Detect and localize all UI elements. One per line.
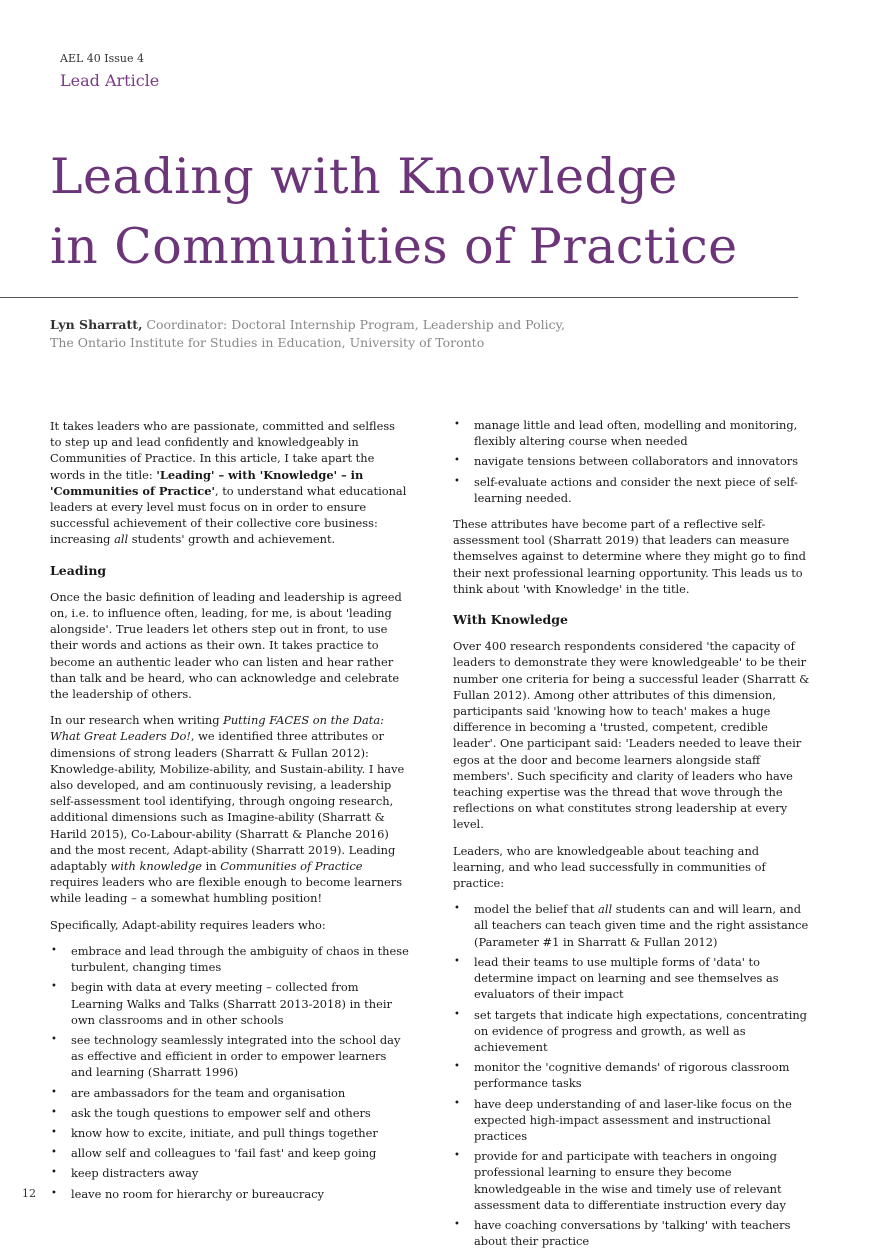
knowledgeable-leaders-list <box>453 901 813 1249</box>
page-number: 12 <box>22 1187 36 1200</box>
leading-heading: Leading <box>50 562 107 578</box>
list-item: • navigate tensions between collaborators and innovators <box>453 453 813 469</box>
list-item: • provide for and participate with teachers in ongoing professional learning to ensure they become knowledgeable in the wise and timely use of relevant assessment data to differentiate instruction every day <box>453 1148 813 1213</box>
author-name: Lyn Sharratt, <box>50 317 143 332</box>
intro-title-words: 'Leading' – with 'Knowledge' – in 'Communities of Practice' <box>50 467 364 498</box>
list-item: • have coaching conversations by 'talking' with teachers about their practice <box>453 1217 813 1249</box>
list-item: • self-evaluate actions and consider the next piece of self-learning needed. <box>453 474 813 506</box>
list-item: • manage little and lead often, modelling and monitoring, flexibly altering course when needed <box>453 417 813 449</box>
lp2-text-1: In our research when writing <box>50 713 224 728</box>
intro-text-3: students' growth and achievement. <box>128 532 336 547</box>
title-divider <box>0 297 798 298</box>
list-item: • embrace and lead through the ambiguity of chaos in these turbulent, changing times <box>50 943 410 975</box>
bullet1-emphasis: all <box>598 902 613 917</box>
list-item: • begin with data at every meeting – collected from Learning Walks and Talks (Sharratt 2013-2018) in their own classrooms and in other schools <box>50 979 410 1028</box>
lp2-text-4: requires leaders who are flexible enough to become learners while leading – a somewhat humbling position! <box>50 875 403 906</box>
list-item <box>453 901 813 950</box>
lp2-text-3: in <box>202 859 221 874</box>
list-item: • leave no room for hierarchy or bureaucracy <box>50 1186 410 1202</box>
lp2-emphasis-2: Communities of Practice <box>220 859 363 874</box>
right-column <box>453 417 813 1259</box>
list-item: • monitor the 'cognitive demands' of rigorous classroom performance tasks <box>453 1059 813 1091</box>
intro-emphasis: all <box>114 532 129 547</box>
author-affiliation-2: The Ontario Institute for Studies in Education, University of Toronto <box>50 335 485 350</box>
list-item: • know how to excite, initiate, and pull things together <box>50 1125 410 1141</box>
lp2-text-2: , we identified three attributes or dimensions of strong leaders (Sharratt & Fullan 2012): Knowledge-ability, Mobilize-ability, and Sustain-ability. I have also developed, and am continuously revising, a leadership self-assessment tool identifying, through ongoing research, additional dimensions such as Imagine-ability (Sharratt & Harild 2015), Co-Labour-ability (Sharratt & Planche 2016) and the most recent, Adapt-ability (Sharratt 2019). Leading adaptably <box>50 729 405 874</box>
left-column <box>50 418 410 1212</box>
attributes-paragraph: These attributes have become part of a reflective self-assessment tool (Sharratt 2019) that leaders can measure themselves against to determine where they might go to find their next professional learning opportunity. This leads us to think about 'with Knowledge' in the title. <box>453 517 806 596</box>
leading-paragraph-1: Once the basic definition of leading and leadership is agreed on, i.e. to influence often, leading, for me, is about 'leading alongside'. True leaders let others step out in front, to use their words and actions as their own. It takes practice to become an authentic leader who can listen and hear rather than talk and be heard, who can acknowledge and celebrate the leadership of others. <box>50 589 402 702</box>
intro-text-1: It takes leaders who are passionate, committed and selfless to step up and lead confidently and knowledgeably in Communities of Practice. In this article, I take apart the words in the title: <box>50 419 396 482</box>
knowledge-paragraph-1: Over 400 research respondents considered 'the capacity of leaders to demonstrate they were knowledgeable' to be their number one criteria for being a successful leader (Sharratt & Fullan 2012). Among other attributes of this dimension, participants said 'knowing how to teach' makes a huge difference in becoming a 'trusted, competent, credible leader'. One participant said: 'Leaders needed to leave their egos at the door and become learners alongside staff members'. Such specificity and clarity of leaders who have teaching expertise was the thread that wove through the reflections on what constitutes strong leadership at every level. <box>453 639 810 832</box>
intro-text-2: , to understand what educational leaders at every level must focus on in order to ensure successful achievement of their collective core business: increasing <box>50 483 407 547</box>
byline <box>50 316 810 352</box>
author-affiliation-1: Coordinator: Doctoral Internship Program, Leadership and Policy, <box>146 317 565 332</box>
section-label: Lead Article <box>60 71 160 90</box>
list-item: • set targets that indicate high expectations, concentrating on evidence of progress and growth, as well as achievement <box>453 1007 813 1056</box>
bullet1-text-1: model the belief that <box>474 902 599 917</box>
book-title: Putting FACES on the Data: What Great Leaders Do! <box>50 713 385 744</box>
title-line-1: Leading with Knowledge <box>50 148 678 205</box>
adapt-ability-list <box>50 943 410 1202</box>
specifically-paragraph: Specifically, Adapt-ability requires leaders who: <box>50 917 326 932</box>
knowledge-paragraph-2: Leaders, who are knowledgeable about teaching and learning, and who lead successfully in communities of practice: <box>453 843 766 891</box>
title-line-2: in Communities of Practice <box>50 218 738 275</box>
list-item: • are ambassadors for the team and organisation <box>50 1085 410 1101</box>
list-item: • have deep understanding of and laser-like focus on the expected high-impact assessment and instructional practices <box>453 1096 813 1145</box>
with-knowledge-heading: With Knowledge <box>453 612 568 628</box>
list-item: • see technology seamlessly integrated into the school day as effective and efficient in order to empower learners and learning (Sharratt 1996) <box>50 1032 410 1081</box>
article-title <box>50 142 850 282</box>
adapt-ability-list-continued <box>453 417 813 506</box>
list-item: • lead their teams to use multiple forms of 'data' to determine impact on learning and see themselves as evaluators of their impact <box>453 954 813 1003</box>
list-item: • ask the tough questions to empower self and others <box>50 1105 410 1121</box>
bullet1-text-2: students can and will learn, and all teachers can teach given time and the right assistance (Parameter #1 in Sharratt & Fullan 2012) <box>474 902 809 949</box>
leading-paragraph-2 <box>50 712 410 906</box>
lp2-emphasis-1: with knowledge <box>110 859 203 874</box>
issue-label: AEL 40 Issue 4 <box>60 52 144 65</box>
intro-paragraph <box>50 418 410 548</box>
list-item: • allow self and colleagues to 'fail fast' and keep going <box>50 1145 410 1161</box>
list-item: • keep distracters away <box>50 1165 410 1181</box>
